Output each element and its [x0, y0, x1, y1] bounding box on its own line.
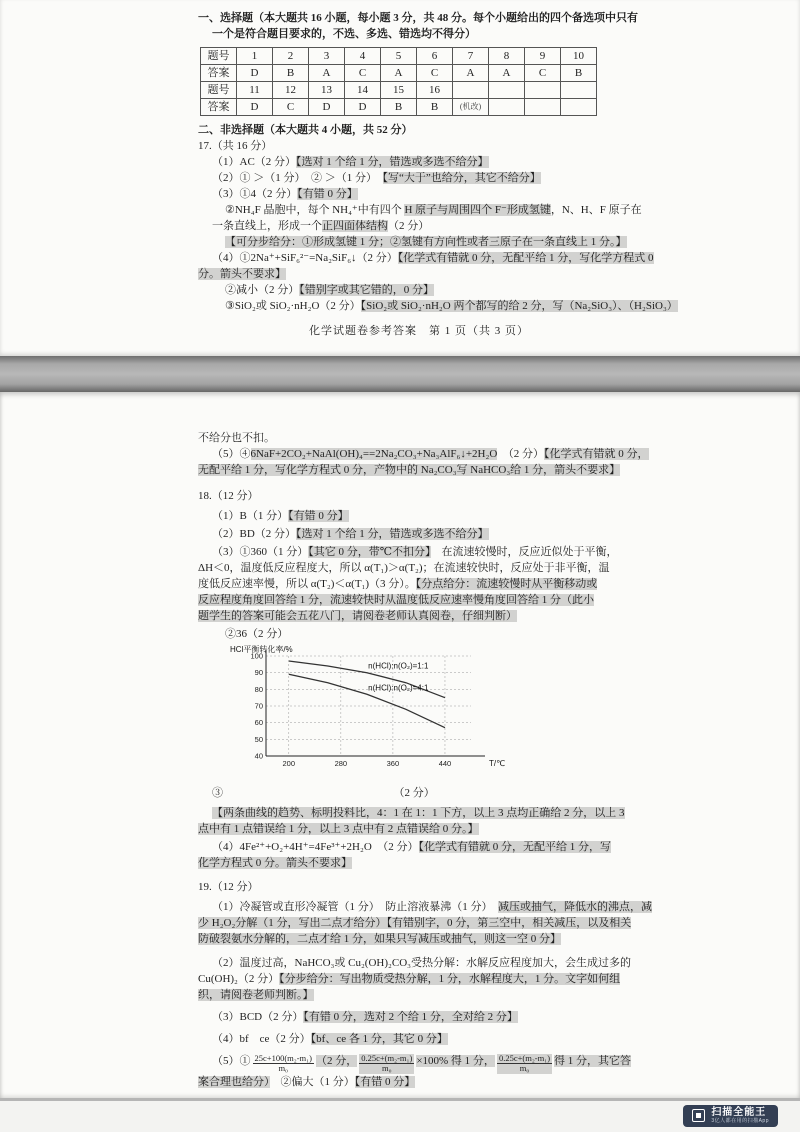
text-line	[212, 1009, 640, 1025]
answer-cell	[525, 99, 561, 116]
bottom-strip	[0, 1098, 800, 1132]
page-1	[0, 0, 800, 356]
answer-text: （2）温度过高，NaHCO₃或 Cu₂(OH)₂CO₃受热分解：水解反应程度加大，会生成过多的	[212, 957, 631, 969]
answer-cell: 7	[453, 48, 489, 65]
answer-text: 一条直线上，形成一个	[212, 220, 322, 232]
row-label-cell: 答案	[201, 65, 237, 82]
answer-cell: C	[525, 65, 561, 82]
answer-text: 一、选择题（本大题共 16 小题，每小题 3 分，共 48 分。每个小题给出的四个备选项中只有	[198, 12, 638, 24]
scoring-note: 【写“大于”也给分，其它不给分】	[382, 172, 541, 184]
scoring-note: 【两条曲线的趋势、标明投料比，4：1 在 1：1 下方，以上 3 点均正确给 2 分，以上 3	[212, 807, 625, 819]
text-line	[212, 526, 640, 542]
text-line	[212, 785, 640, 801]
x-tick-label: 360	[386, 759, 400, 768]
answer-text: （3）①4（2 分）	[212, 188, 298, 200]
y-tick-label: 40	[254, 751, 263, 761]
chart-block	[226, 644, 640, 783]
scoring-note: 【化学式有错就 0 分，无配平给 1 分，写	[418, 841, 612, 853]
answer-table	[200, 47, 597, 116]
x-tick-label: 280	[334, 759, 348, 768]
text-line	[198, 608, 640, 624]
text-line	[212, 1031, 640, 1047]
scoring-note: 题学生的答案可能会五花八门，请阅卷老师认真阅卷，仔细判断）	[198, 610, 517, 622]
answer-text: （3）BCD（2 分）	[212, 1011, 304, 1023]
scoring-note: 防破裂氨水分解的，二点才给 1 分，如果只写减压或抽气，则这一空 0 分】	[198, 933, 561, 945]
scoring-note: 案合理也给分）	[198, 1075, 270, 1088]
y-tick-label: 70	[254, 701, 263, 711]
answer-text: （2）① ＞（1 分） ② ＞（1 分）	[212, 172, 383, 184]
y-tick-label: 80	[254, 684, 263, 694]
table-row	[201, 65, 597, 82]
page2-content	[198, 430, 652, 1115]
answer-text: （1）AC（2 分）	[212, 156, 297, 168]
answer-cell: (机改)	[453, 99, 489, 116]
fraction: $\frac{\text{25c+100(m₂-m₁)}}{\text{m₀}}$	[254, 1052, 312, 1073]
text-line	[198, 879, 640, 895]
scoring-note: 【分点给分：流速较慢时从平衡移动或	[415, 578, 598, 590]
text-line	[198, 821, 640, 837]
answer-text: （1）B（1 分）	[212, 510, 289, 522]
text-line	[198, 592, 640, 608]
text-line	[212, 154, 640, 170]
answer-cell: 4	[345, 48, 381, 65]
x-tick-label: 440	[438, 759, 452, 768]
row-label-cell: 题号	[201, 48, 237, 65]
row-label-cell: 题号	[201, 82, 237, 99]
answer-cell: D	[237, 65, 273, 82]
answer-text: （5）④	[212, 448, 251, 460]
series-label-2: n(HCl):n(O₂)=4:1	[368, 683, 429, 693]
text-line	[198, 915, 640, 931]
y-axis-label: HCl平衡转化率/%	[230, 645, 293, 654]
answer-cell: C	[417, 65, 453, 82]
text-line	[212, 544, 640, 560]
answer-text: ②偏大（1 分）	[269, 1075, 355, 1088]
answer-table-body	[201, 48, 597, 116]
text-line	[198, 10, 640, 26]
answer-text: （4）4Fe²⁺+O₂+4H⁺=4Fe³⁺+2H₂O （2 分）	[212, 841, 419, 853]
scoring-note: 【SiO₂或 SiO₂·nH₂O 两个都写的给 2 分，写（Na₂SiO₃）、（H₂SiO₃）	[360, 300, 678, 312]
scoring-note: 【有错 0 分，选对 2 个给 1 分，全对给 2 分】	[303, 1011, 518, 1023]
scoring-note: 【有错 0 分】	[354, 1075, 416, 1088]
answer-cell: 6	[417, 48, 453, 65]
x-tick-label: 200	[282, 759, 296, 768]
answer-text: ，N、H、F 原子在	[550, 204, 642, 216]
scoring-note: 【化学式有错就 0 分，	[544, 448, 649, 460]
table-row	[201, 82, 597, 99]
equilibrium-conversion-chart	[226, 644, 526, 778]
answer-cell: 1	[237, 48, 273, 65]
scoring-note: 【bf、ce 各 1 分，其它 0 分】	[310, 1033, 448, 1045]
answer-cell: B	[381, 99, 417, 116]
page2-body-bottom	[198, 785, 652, 1090]
answer-text: （2 分）	[497, 448, 545, 460]
answer-text: （1）冷凝管或直形冷凝管（1 分） 防止溶液暴沸（1 分）	[212, 901, 498, 913]
answer-cell: 11	[237, 82, 273, 99]
scoring-note: 反应程度角度回答给 1 分，流速较快时从温度低反应速率慢角度回答给 1 分（此小	[198, 594, 594, 606]
scoring-note: 无配平给 1 分，写化学方程式 0 分，产物中的 Na₂CO₃写 NaHCO₃给 1 分，箭头不要求】	[198, 464, 621, 476]
text-line	[198, 430, 640, 446]
scoring-note: ×100% 得 1 分，	[416, 1055, 495, 1067]
text-line	[198, 488, 640, 504]
answer-text: （4）①2Na⁺+SiF₆²⁻=Na₂SiF₆↓（2 分）	[212, 252, 398, 264]
text-line	[198, 138, 640, 154]
scoring-note: （2 分，	[315, 1055, 358, 1067]
answer-cell: D	[345, 99, 381, 116]
text-line	[212, 218, 640, 234]
answer-text: 不给分也不扣。	[198, 432, 275, 444]
y-tick-label: 90	[254, 668, 263, 678]
answer-cell: 5	[381, 48, 417, 65]
page-2	[0, 392, 800, 1098]
text-line	[225, 282, 640, 298]
scoring-note: H 原子与周围四个 F⁻形成氢键	[404, 204, 551, 216]
text-line	[212, 508, 640, 524]
fraction: $\frac{\text{0.25c+(m₂-m₁)}}{\text{m₀}}$	[361, 1052, 413, 1073]
scoring-note: 点中有 1 点错误给 1 分，以上 3 点中有 2 点错误给 0 分。】	[198, 823, 479, 835]
page1-footer: 化学试题卷参考答案 第 1 页（共 3 页）	[309, 325, 529, 337]
answer-text: 18.（12 分）	[198, 490, 259, 502]
page1-content	[198, 10, 678, 339]
y-tick-label: 60	[254, 718, 263, 728]
table-row	[201, 99, 597, 116]
scoring-note: 【分步给分：写出物质受热分解，1 分，水解程度大，1 分。文字如何组	[279, 973, 621, 985]
text-line	[198, 462, 640, 478]
answer-cell: D	[309, 99, 345, 116]
fraction: $\frac{\text{0.25c+(m₂-m₁)}}{\text{m₀}}$	[498, 1052, 551, 1073]
text-line	[212, 899, 652, 915]
text-line	[198, 931, 640, 947]
scoring-note: 【有错 0 分】	[288, 510, 349, 522]
answer-text: （2）BD（2 分）	[212, 528, 297, 540]
scoring-note: 【其它 0 分，带℃不扣分】	[308, 546, 431, 558]
scoring-note: 减压或抽气，降低水的沸点，减	[498, 901, 652, 913]
page2-body-top	[198, 430, 649, 642]
answer-text: ③ （2 分）	[212, 787, 435, 799]
badge-text	[711, 1108, 769, 1124]
answer-cell: A	[381, 65, 417, 82]
section1-heading	[198, 10, 640, 42]
page-gap	[0, 356, 800, 392]
series-label-1: n(HCl):n(O₂)=1:1	[368, 661, 429, 671]
scoring-note: 【错别字或其它错的，0 分】	[299, 284, 434, 296]
answer-cell	[561, 82, 597, 99]
answer-cell: 10	[561, 48, 597, 65]
answer-cell: C	[273, 99, 309, 116]
answer-cell	[561, 99, 597, 116]
text-line	[198, 855, 640, 871]
badge-subtitle: 3亿人都在用的扫描App	[711, 1117, 769, 1124]
text-line	[225, 202, 640, 218]
answer-cell: D	[237, 99, 273, 116]
badge-title: 扫描全能王	[711, 1107, 767, 1118]
text-line	[212, 186, 640, 202]
text-line	[212, 170, 640, 186]
answer-cell: 3	[309, 48, 345, 65]
answer-cell: 16	[417, 82, 453, 99]
text-line	[212, 839, 640, 855]
scoring-note: 【有错别字，0 分，第三空中，相关减压，以及相关	[386, 917, 632, 929]
text-line	[198, 266, 640, 282]
text-line	[198, 560, 640, 576]
answer-text: 19.（12 分）	[198, 881, 259, 893]
answer-cell: A	[489, 65, 525, 82]
answer-text: （4）bf ce（2 分）	[212, 1033, 311, 1045]
answer-cell: B	[417, 99, 453, 116]
answer-cell: 2	[273, 48, 309, 65]
scoring-note: 【有错 0 分】	[297, 188, 358, 200]
answer-cell: B	[273, 65, 309, 82]
answer-text: 度低反应速率慢，所以 α(T₂)＜α(T₁)（3 分）。	[198, 578, 416, 590]
answer-cell: 12	[273, 82, 309, 99]
answer-text: ②36（2 分）	[225, 628, 289, 640]
text-line	[212, 26, 640, 42]
text-line	[198, 576, 640, 592]
answer-text: ②减小（2 分）	[225, 284, 300, 296]
answer-cell: A	[453, 65, 489, 82]
answer-text: Cu(OH)₂（2 分）	[198, 973, 280, 985]
answer-text: 一个是符合题目要求的，不选、多选、错选均不得分）	[212, 28, 476, 40]
answer-cell: 9	[525, 48, 561, 65]
text-line	[198, 1074, 640, 1090]
y-tick-label: 100	[250, 651, 263, 661]
text-line	[212, 805, 640, 821]
answer-text: 二、非选择题（本大题共 4 小题，共 52 分）	[198, 124, 413, 136]
answer-text: ΔH＜0，温度低反应程度大，所以 α(T₁)＞α(T₂)；在流速较快时，反应处于非平衡，温	[198, 562, 610, 574]
answer-cell	[525, 82, 561, 99]
text-line	[225, 298, 678, 314]
answer-cell: B	[561, 65, 597, 82]
text-line	[225, 234, 640, 250]
answer-cell: 14	[345, 82, 381, 99]
answer-cell: C	[345, 65, 381, 82]
curve-series-2	[289, 674, 445, 727]
answer-text: 17.（共 16 分）	[198, 140, 273, 152]
answer-cell: 15	[381, 82, 417, 99]
answer-cell	[489, 82, 525, 99]
scoring-note: 少 H₂O₂分解（1 分，写出二点才给分）	[198, 917, 387, 929]
text-line	[198, 971, 640, 987]
row-label-cell: 答案	[201, 99, 237, 116]
answer-text: ③SiO₂或 SiO₂·nH₂O（2 分）	[225, 300, 361, 312]
answer-text: （5）①	[212, 1055, 251, 1067]
answer-cell: 13	[309, 82, 345, 99]
answer-cell: 8	[489, 48, 525, 65]
answer-cell: A	[309, 65, 345, 82]
x-axis-label: T/℃	[489, 759, 506, 768]
y-tick-label: 50	[254, 734, 263, 744]
scoring-note: 化学方程式 0 分。箭头不要求】	[198, 857, 352, 869]
answer-cell	[453, 82, 489, 99]
camscanner-badge	[683, 1105, 778, 1127]
page1-body	[198, 122, 678, 314]
text-line	[225, 626, 640, 642]
scoring-note: 6NaF+2CO₂+NaAl(OH)₄==2Na₂CO₃+Na₃AlF₆↓+2H₂O	[250, 448, 498, 460]
scoring-note: 【可分步给分：①形成氢键 1 分；②氢键有方向性或者三原子在一条直线上 1 分。】	[225, 236, 627, 248]
answer-text: 在流速较慢时，反应近似处于平衡，	[430, 546, 618, 558]
scoring-note: 得 1 分，其它答	[554, 1055, 632, 1067]
scoring-note: 【化学式有错就 0 分，无配平给 1 分，写化学方程式 0	[397, 252, 654, 264]
scoring-note: 正四面体结构	[322, 220, 388, 232]
scoring-note: 【选对 1 个给 1 分，错选或多选不给分】	[296, 528, 489, 540]
scoring-note: 织，请阅卷老师判断。】	[198, 989, 314, 1001]
scoring-note: 【选对 1 个给 1 分，错选或多选不给分】	[296, 156, 489, 168]
text-line	[212, 1053, 640, 1074]
text-line	[198, 987, 640, 1003]
scoring-note: 分。箭头不要求】	[198, 268, 286, 280]
scanner-frame-icon	[692, 1109, 705, 1122]
answer-text: ②NH₄F 晶胞中，每个 NH₄⁺中有四个	[225, 204, 405, 216]
text-line	[212, 250, 654, 266]
table-row	[201, 48, 597, 65]
answer-text: （3）①360（1 分）	[212, 546, 309, 558]
answer-text: （2 分）	[388, 220, 430, 232]
answer-cell	[489, 99, 525, 116]
text-line	[212, 955, 640, 971]
text-line	[212, 446, 649, 462]
text-line	[198, 122, 640, 138]
